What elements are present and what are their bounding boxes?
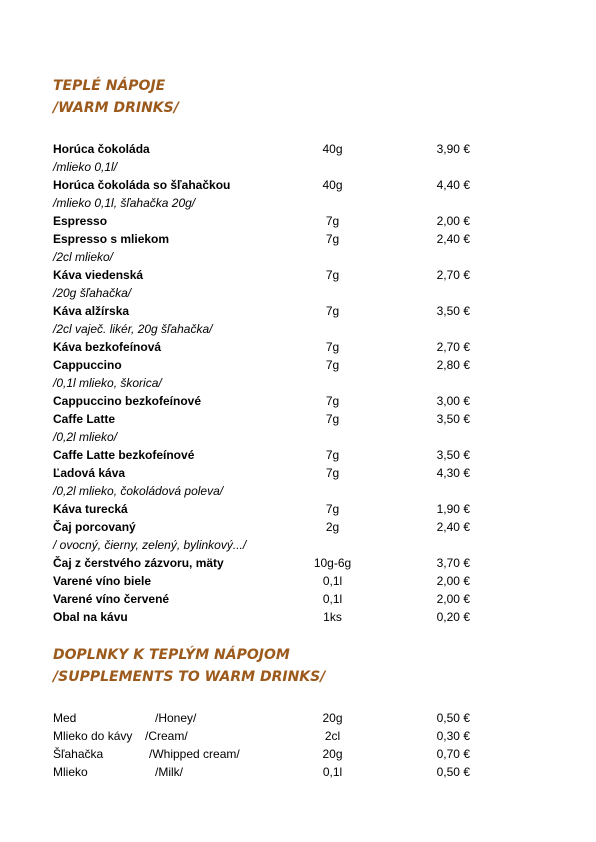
item-price: 4,30 € (436, 466, 470, 480)
item-price: 2,00 € (436, 214, 470, 228)
menu-item-row (0, 356, 596, 374)
menu-item-row (0, 230, 596, 248)
item-price: 0,20 € (436, 610, 470, 624)
item-quantity: 7g (325, 412, 340, 426)
item-name: Čaj z čerstvého zázvoru, mäty (53, 556, 224, 570)
item-quantity: 10g-6g (313, 556, 352, 570)
item-quantity: 2g (325, 520, 340, 534)
supplement-name: Mlieko do kávy (53, 729, 133, 743)
section-subtitle-supplements: /SUPPLEMENTS TO WARM DRINKS/ (53, 669, 326, 685)
item-quantity: 7g (325, 394, 340, 408)
item-description: / ovocný, čierny, zelený, bylinkový.../ (53, 538, 247, 552)
item-name: Káva viedenská (53, 268, 144, 282)
item-description: /0,1l mlieko, škorica/ (53, 376, 162, 390)
supplement-name: Med (53, 711, 77, 725)
menu-item-description (0, 428, 596, 446)
item-price: 2,40 € (436, 232, 470, 246)
item-quantity: 0,1l (322, 574, 343, 588)
supplement-row (0, 709, 596, 727)
supplement-quantity: 20g (322, 711, 343, 725)
menu-item-row (0, 410, 596, 428)
item-name: Caffe Latte (53, 412, 116, 426)
menu-item-row (0, 302, 596, 320)
warm-drinks-list (0, 140, 596, 626)
item-quantity: 7g (325, 340, 340, 354)
supplement-quantity: 20g (322, 747, 343, 761)
menu-item-description (0, 248, 596, 266)
menu-item-row (0, 392, 596, 410)
item-description: /2cl vaječ. likér, 20g šľahačka/ (53, 322, 213, 336)
item-name: Káva turecká (53, 502, 128, 516)
item-price: 3,50 € (436, 412, 470, 426)
menu-item-row (0, 464, 596, 482)
item-quantity: 40g (322, 142, 343, 156)
menu-item-description (0, 320, 596, 338)
section-title-supplements: DOPLNKY K TEPLÝM NÁPOJOM (53, 647, 290, 663)
item-quantity: 7g (325, 214, 340, 228)
item-name: Varené víno červené (53, 592, 170, 606)
menu-item-row (0, 500, 596, 518)
supplement-english-name: /Cream/ (145, 729, 188, 743)
supplements-list (0, 709, 596, 781)
item-name: Espresso (53, 214, 108, 228)
section-subtitle-warm-drinks: /WARM DRINKS/ (53, 100, 179, 116)
menu-item-row (0, 176, 596, 194)
item-price: 3,70 € (436, 556, 470, 570)
item-price: 3,50 € (436, 304, 470, 318)
item-price: 2,80 € (436, 358, 470, 372)
menu-item-description (0, 284, 596, 302)
menu-item-description (0, 374, 596, 392)
menu-item-row (0, 608, 596, 626)
item-price: 4,40 € (436, 178, 470, 192)
supplement-quantity: 0,1l (322, 765, 343, 779)
item-quantity: 7g (325, 448, 340, 462)
item-quantity: 1ks (323, 610, 342, 624)
menu-item-description (0, 536, 596, 554)
menu-item-row (0, 266, 596, 284)
item-description: /mlieko 0,1l, šľahačka 20g/ (53, 196, 196, 210)
item-name: Cappuccino bezkofeínové (53, 394, 202, 408)
item-quantity: 7g (325, 232, 340, 246)
item-quantity: 0,1l (322, 592, 343, 606)
item-quantity: 7g (325, 358, 340, 372)
menu-item-row (0, 446, 596, 464)
item-name: Caffe Latte bezkofeínové (53, 448, 195, 462)
item-price: 2,40 € (436, 520, 470, 534)
item-description: /20g šľahačka/ (53, 286, 132, 300)
item-name: Obal na kávu (53, 610, 128, 624)
item-quantity: 40g (322, 178, 343, 192)
supplement-row (0, 763, 596, 781)
item-name: Káva alžírska (53, 304, 130, 318)
item-name: Ľadová káva (53, 466, 126, 480)
supplement-quantity: 2cl (324, 729, 341, 743)
item-quantity: 7g (325, 502, 340, 516)
supplement-english-name: /Milk/ (155, 765, 183, 779)
menu-item-description (0, 482, 596, 500)
menu-item-row (0, 572, 596, 590)
supplement-row (0, 745, 596, 763)
supplement-price: 0,50 € (436, 711, 470, 725)
item-quantity: 7g (325, 268, 340, 282)
supplement-price: 0,50 € (436, 765, 470, 779)
item-name: Horúca čokoláda so šľahačkou (53, 178, 231, 192)
item-price: 2,70 € (436, 340, 470, 354)
item-name: Káva bezkofeínová (53, 340, 162, 354)
item-name: Horúca čokoláda (53, 142, 150, 156)
item-price: 2,00 € (436, 592, 470, 606)
item-description: /0,2l mlieko/ (53, 430, 118, 444)
item-name: Čaj porcovaný (53, 520, 136, 534)
menu-item-description (0, 194, 596, 212)
menu-item-row (0, 212, 596, 230)
item-quantity: 7g (325, 304, 340, 318)
menu-item-row (0, 554, 596, 572)
section-title-warm-drinks: TEPLÉ NÁPOJE (53, 78, 166, 94)
item-price: 1,90 € (436, 502, 470, 516)
supplement-price: 0,70 € (436, 747, 470, 761)
supplement-row (0, 727, 596, 745)
item-name: Espresso s mliekom (53, 232, 170, 246)
item-description: /0,2l mlieko, čokoládová poleva/ (53, 484, 224, 498)
item-price: 2,00 € (436, 574, 470, 588)
item-price: 2,70 € (436, 268, 470, 282)
item-price: 3,00 € (436, 394, 470, 408)
menu-item-row (0, 590, 596, 608)
supplement-name: Mlieko (53, 765, 88, 779)
supplement-price: 0,30 € (436, 729, 470, 743)
supplement-name: Šľahačka (53, 747, 104, 761)
item-description: /mlieko 0,1l/ (53, 160, 118, 174)
supplement-english-name: /Whipped cream/ (149, 747, 240, 761)
item-name: Varené víno biele (53, 574, 152, 588)
menu-item-row (0, 338, 596, 356)
menu-item-description (0, 158, 596, 176)
item-price: 3,50 € (436, 448, 470, 462)
item-quantity: 7g (325, 466, 340, 480)
item-name: Cappuccino (53, 358, 122, 372)
supplement-english-name: /Honey/ (155, 711, 197, 725)
menu-item-row (0, 518, 596, 536)
menu-item-row (0, 140, 596, 158)
item-description: /2cl mlieko/ (53, 250, 114, 264)
item-price: 3,90 € (436, 142, 470, 156)
